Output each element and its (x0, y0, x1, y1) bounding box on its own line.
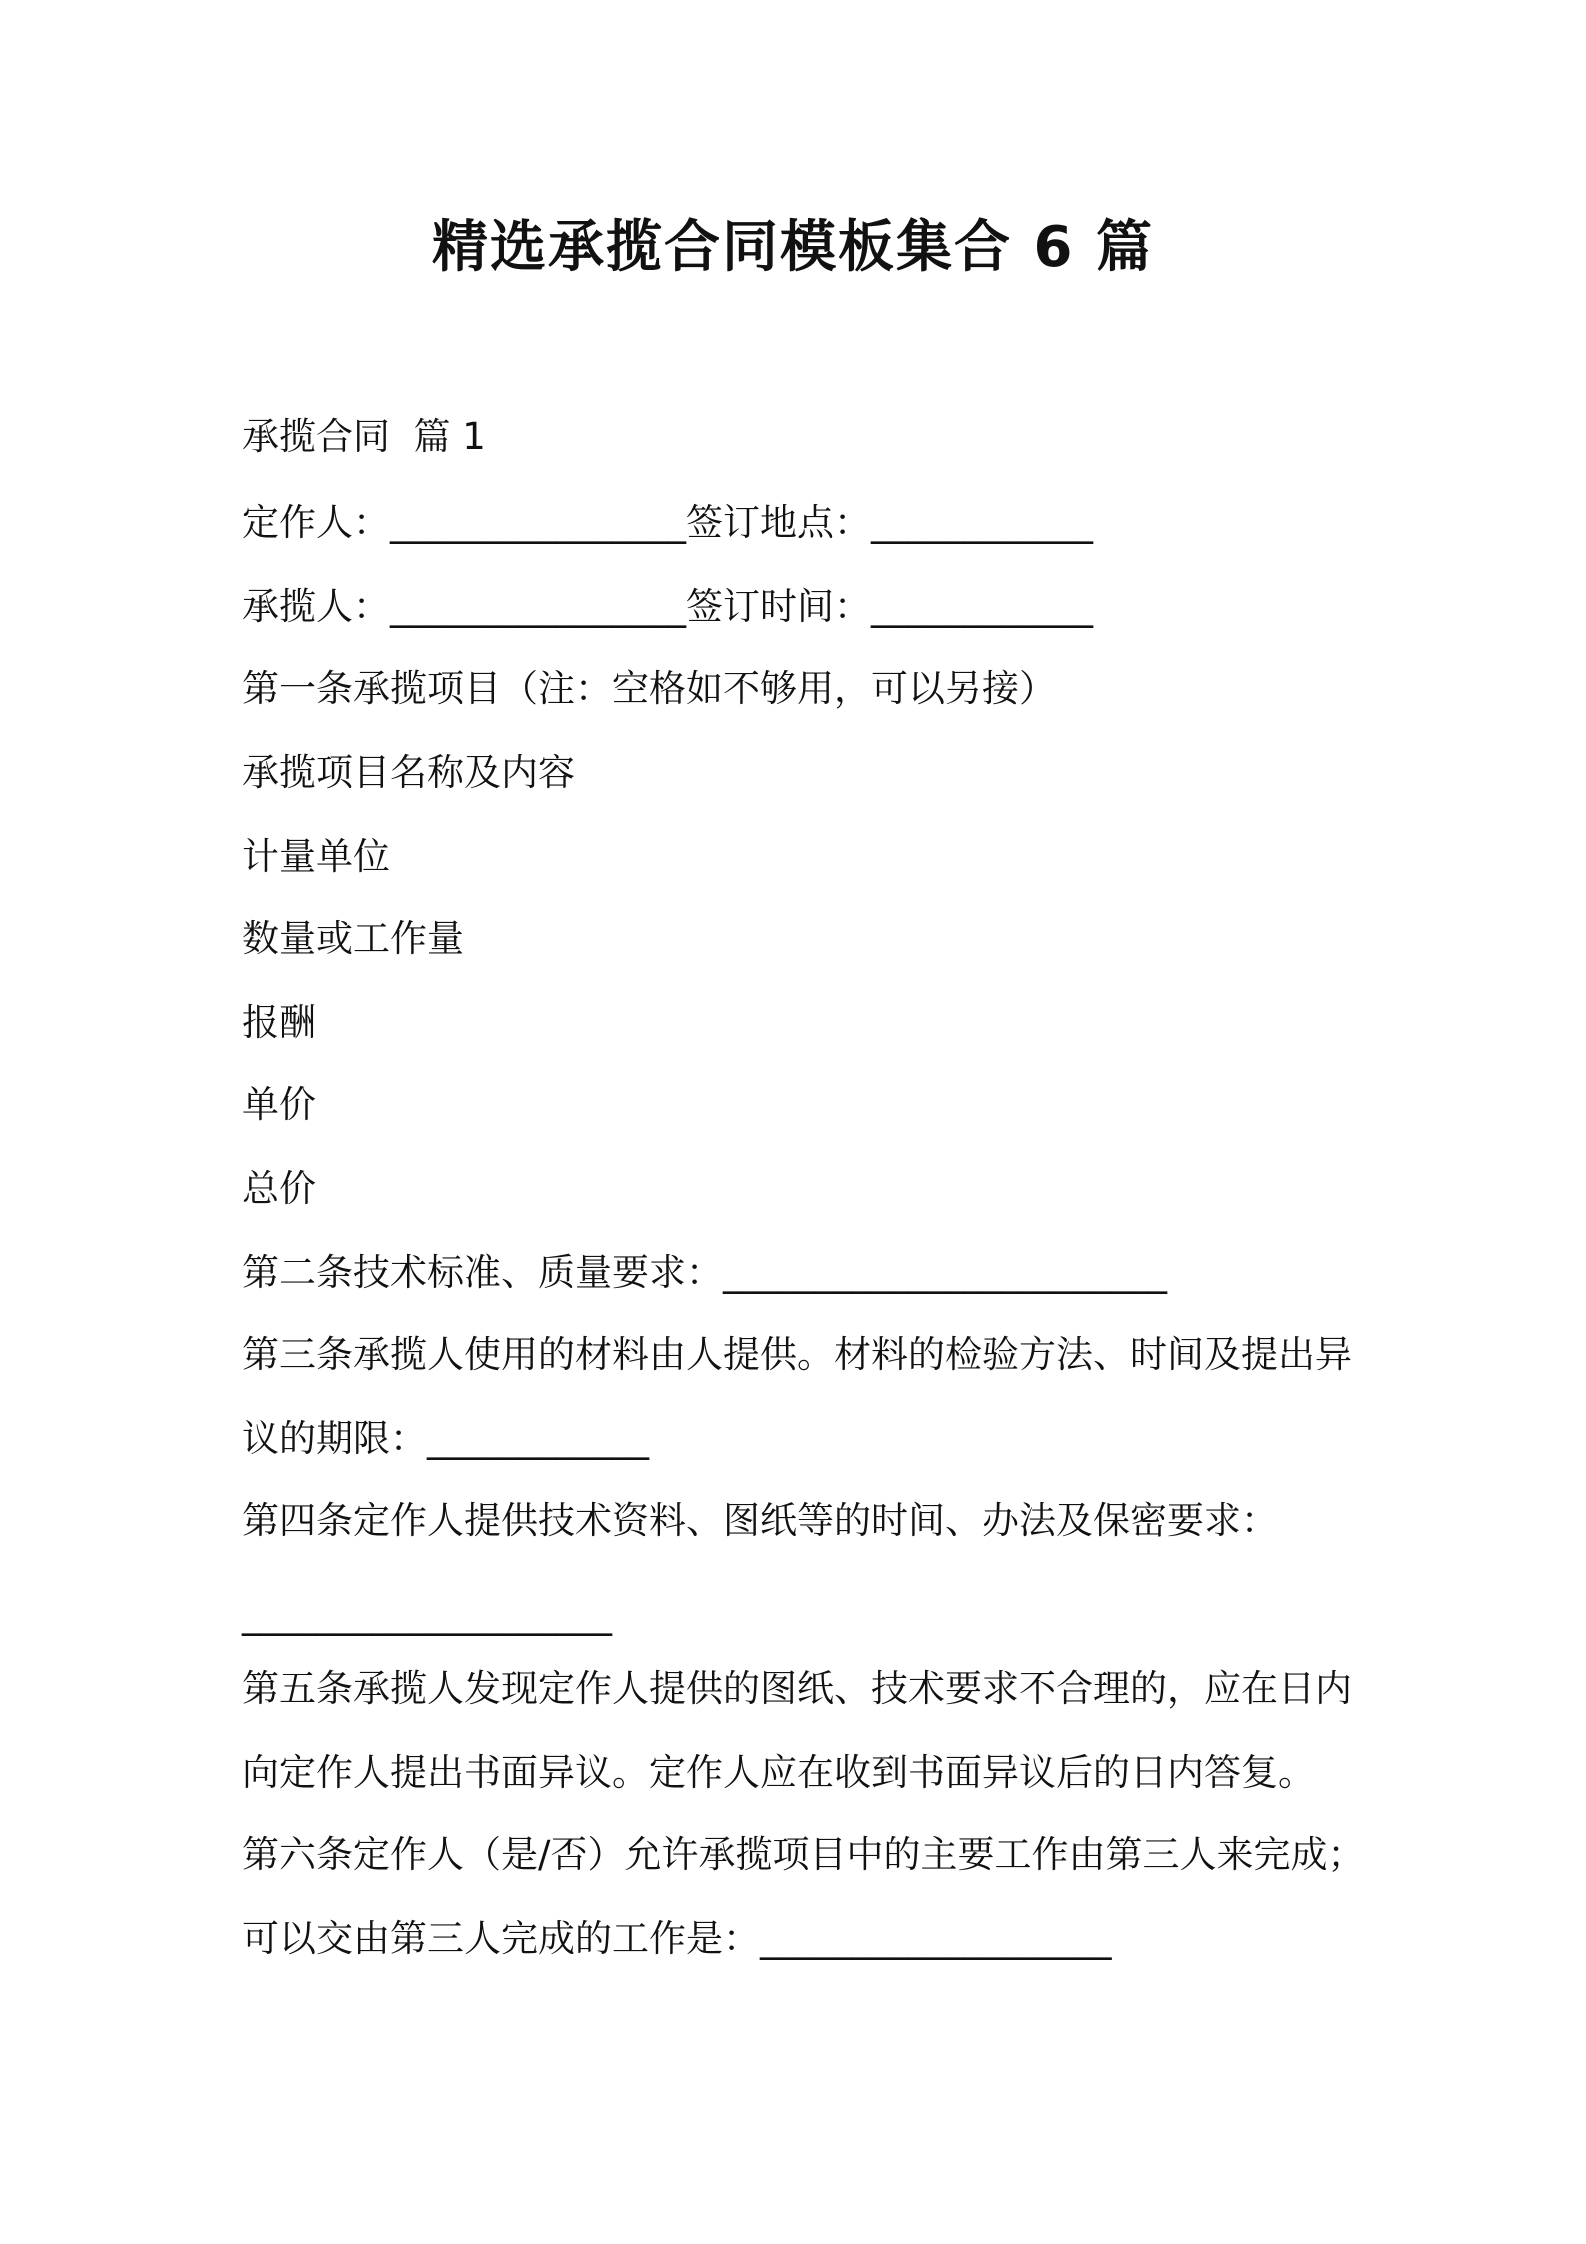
clause-3 (242, 1330, 1352, 1380)
clause-5-continued (242, 1748, 1315, 1798)
clause-6-continued (242, 1914, 1112, 1964)
clause-5-continued-text: 向定作人提出书面异议。定作人应在收到书面异议后的日内答复。 (242, 1751, 1315, 1794)
blank-contractor: ________________ (390, 585, 686, 628)
clause-6-text: 第六条定作人（是/否）允许承揽项目中的主要工作由第三人来完成； (242, 1833, 1365, 1876)
section-heading (242, 412, 486, 462)
unit-text: 计量单位 (242, 835, 390, 878)
clause-2-blank: ________________________ (723, 1251, 1167, 1294)
unit-line (242, 832, 390, 882)
clause-3-continued (242, 1414, 649, 1464)
unit-price-text: 单价 (242, 1083, 316, 1126)
clause-4-blank: ____________________ (242, 1593, 612, 1636)
section-heading-text: 承揽合同 篇 1 (242, 415, 486, 458)
blank-signing-place: ____________ (871, 501, 1093, 544)
blank-signing-time: ____________ (871, 585, 1093, 628)
label-signing-place: 签订地点： (686, 501, 871, 544)
clause-2-text: 第二条技术标准、质量要求： (242, 1251, 723, 1294)
clause-6-blank: ___________________ (760, 1917, 1112, 1960)
clause-3-blank: ____________ (427, 1417, 649, 1460)
clause-6 (242, 1830, 1364, 1880)
clause-5-text: 第五条承揽人发现定作人提供的图纸、技术要求不合理的，应在日内 (242, 1667, 1352, 1710)
clause-1 (242, 664, 1056, 714)
total-price-line (242, 1164, 316, 1214)
party-contractor-line (242, 582, 1093, 632)
clause-5 (242, 1664, 1352, 1714)
quantity-text: 数量或工作量 (242, 917, 464, 960)
clause-1-text: 第一条承揽项目（注：空格如不够用，可以另接） (242, 667, 1056, 710)
clause-3-text: 第三条承揽人使用的材料由人提供。材料的检验方法、时间及提出异 (242, 1333, 1352, 1376)
item-name-text: 承揽项目名称及内容 (242, 751, 575, 794)
clause-4 (242, 1496, 1278, 1546)
document-title: 精选承揽合同模板集合 6 篇 (432, 215, 1154, 280)
remuneration-text: 报酬 (242, 1001, 316, 1044)
item-name-line (242, 748, 575, 798)
total-price-text: 总价 (242, 1167, 316, 1210)
clause-3-continued-text: 议的期限： (242, 1417, 427, 1460)
clause-2 (242, 1248, 1167, 1298)
label-contractor: 承揽人： (242, 585, 390, 628)
remuneration-line (242, 998, 316, 1048)
blank-ordering-party: ________________ (390, 501, 686, 544)
quantity-line (242, 914, 464, 964)
unit-price-line (242, 1080, 316, 1130)
clause-4-blank-line (242, 1590, 612, 1640)
label-signing-time: 签订时间： (686, 585, 871, 628)
label-ordering-party: 定作人： (242, 501, 390, 544)
party-ordering-line (242, 498, 1093, 548)
clause-6-continued-text: 可以交由第三人完成的工作是： (242, 1917, 760, 1960)
clause-4-text: 第四条定作人提供技术资料、图纸等的时间、办法及保密要求： (242, 1499, 1278, 1542)
